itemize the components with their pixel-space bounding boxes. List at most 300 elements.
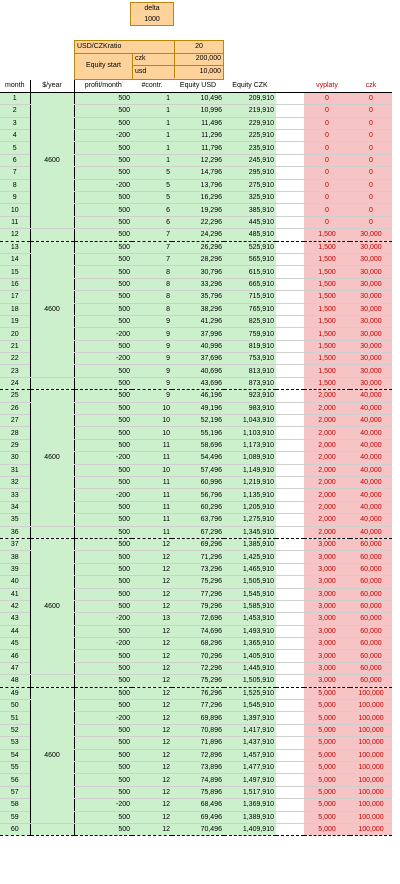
czk-payout-cell[interactable]: 100,000 (350, 737, 392, 749)
contracts-cell[interactable]: 6 (132, 216, 172, 228)
equity-czk-cell[interactable]: 1,493,910 (224, 625, 276, 637)
profit-cell[interactable]: 500 (74, 192, 132, 204)
month-cell[interactable]: 5 (0, 142, 30, 154)
equity-usd-cell[interactable]: 12,296 (172, 154, 224, 166)
equity-czk-cell[interactable]: 1,445,910 (224, 662, 276, 674)
equity-usd-cell[interactable]: 73,296 (172, 563, 224, 575)
contracts-cell[interactable]: 11 (132, 501, 172, 513)
contracts-cell[interactable]: 1 (132, 117, 172, 129)
month-cell[interactable]: 33 (0, 489, 30, 501)
month-cell[interactable]: 3 (0, 117, 30, 129)
month-cell[interactable]: 21 (0, 340, 30, 352)
czk-payout-cell[interactable]: 40,000 (350, 402, 392, 414)
contracts-cell[interactable]: 5 (132, 179, 172, 191)
month-cell[interactable]: 7 (0, 167, 30, 179)
czk-payout-cell[interactable]: 100,000 (350, 786, 392, 798)
year-amount-cell[interactable]: 4600 (30, 92, 74, 228)
profit-cell[interactable]: 500 (74, 278, 132, 290)
equity-czk-cell[interactable]: 1,389,910 (224, 811, 276, 823)
equity-czk-cell[interactable]: 385,910 (224, 204, 276, 216)
equity-czk-cell[interactable]: 1,453,910 (224, 613, 276, 625)
equity-usd-cell[interactable]: 16,296 (172, 192, 224, 204)
contracts-cell[interactable]: 7 (132, 241, 172, 253)
contracts-cell[interactable]: 12 (132, 675, 172, 687)
vyplaty-cell[interactable]: 1,500 (304, 253, 350, 265)
contracts-cell[interactable]: 12 (132, 687, 172, 699)
profit-cell[interactable]: 500 (74, 687, 132, 699)
contracts-cell[interactable]: 1 (132, 154, 172, 166)
contracts-cell[interactable]: 9 (132, 315, 172, 327)
month-cell[interactable]: 49 (0, 687, 30, 699)
year-amount-cell[interactable]: 4600 (30, 390, 74, 526)
czk-payout-cell[interactable]: 30,000 (350, 241, 392, 253)
czk-payout-cell[interactable]: 0 (350, 117, 392, 129)
vyplaty-cell[interactable]: 0 (304, 117, 350, 129)
month-cell[interactable]: 27 (0, 415, 30, 427)
vyplaty-cell[interactable]: 2,000 (304, 526, 350, 538)
equity-czk-cell[interactable]: 275,910 (224, 179, 276, 191)
equity-czk-cell[interactable]: 1,409,910 (224, 823, 276, 835)
contracts-cell[interactable]: 12 (132, 774, 172, 786)
profit-cell[interactable]: 500 (74, 823, 132, 835)
czk-payout-cell[interactable]: 60,000 (350, 576, 392, 588)
vyplaty-cell[interactable]: 5,000 (304, 823, 350, 835)
czk-payout-cell[interactable]: 40,000 (350, 439, 392, 451)
month-cell[interactable]: 15 (0, 266, 30, 278)
month-cell[interactable]: 22 (0, 353, 30, 365)
equity-czk-cell[interactable]: 1,457,910 (224, 749, 276, 761)
equity-czk-cell[interactable]: 1,103,910 (224, 427, 276, 439)
contracts-cell[interactable]: 8 (132, 266, 172, 278)
equity-czk-cell[interactable]: 1,149,910 (224, 464, 276, 476)
equity-usd-cell[interactable]: 43,696 (172, 377, 224, 389)
czk-payout-cell[interactable]: 100,000 (350, 700, 392, 712)
czk-payout-cell[interactable]: 40,000 (350, 489, 392, 501)
vyplaty-cell[interactable]: 1,500 (304, 278, 350, 290)
czk-payout-cell[interactable]: 30,000 (350, 328, 392, 340)
czk-payout-cell[interactable]: 40,000 (350, 390, 392, 402)
contracts-cell[interactable]: 9 (132, 328, 172, 340)
equity-usd-cell[interactable]: 30,796 (172, 266, 224, 278)
contracts-cell[interactable]: 12 (132, 724, 172, 736)
vyplaty-cell[interactable]: 0 (304, 179, 350, 191)
equity-usd-cell[interactable]: 52,196 (172, 415, 224, 427)
contracts-cell[interactable]: 12 (132, 700, 172, 712)
profit-cell[interactable]: 500 (74, 514, 132, 526)
vyplaty-cell[interactable]: 0 (304, 105, 350, 117)
contracts-cell[interactable]: 1 (132, 130, 172, 142)
czk-payout-cell[interactable]: 30,000 (350, 278, 392, 290)
equity-czk-cell[interactable]: 1,417,910 (224, 724, 276, 736)
profit-cell[interactable]: 500 (74, 92, 132, 104)
profit-cell[interactable]: -200 (74, 613, 132, 625)
contracts-cell[interactable]: 12 (132, 737, 172, 749)
equity-usd-cell[interactable]: 77,296 (172, 700, 224, 712)
equity-usd-cell[interactable]: 76,296 (172, 687, 224, 699)
profit-cell[interactable]: 500 (74, 588, 132, 600)
month-cell[interactable]: 34 (0, 501, 30, 513)
month-cell[interactable]: 26 (0, 402, 30, 414)
equity-usd-cell[interactable]: 74,696 (172, 625, 224, 637)
equity-usd-cell[interactable]: 46,196 (172, 390, 224, 402)
contracts-cell[interactable]: 12 (132, 638, 172, 650)
contracts-cell[interactable]: 9 (132, 340, 172, 352)
czk-payout-cell[interactable]: 40,000 (350, 477, 392, 489)
year-amount-cell[interactable] (30, 229, 74, 241)
year-amount-cell[interactable]: 4600 (30, 538, 74, 674)
profit-cell[interactable]: 500 (74, 427, 132, 439)
czk-payout-cell[interactable]: 30,000 (350, 365, 392, 377)
month-cell[interactable]: 40 (0, 576, 30, 588)
contracts-cell[interactable]: 12 (132, 625, 172, 637)
contracts-cell[interactable]: 11 (132, 477, 172, 489)
czk-payout-cell[interactable]: 60,000 (350, 588, 392, 600)
contracts-cell[interactable]: 9 (132, 390, 172, 402)
month-cell[interactable]: 2 (0, 105, 30, 117)
equity-usd-cell[interactable]: 33,296 (172, 278, 224, 290)
czk-payout-cell[interactable]: 0 (350, 142, 392, 154)
vyplaty-cell[interactable]: 3,000 (304, 638, 350, 650)
vyplaty-cell[interactable]: 5,000 (304, 749, 350, 761)
czk-payout-cell[interactable]: 100,000 (350, 687, 392, 699)
equity-usd-cell[interactable]: 77,296 (172, 588, 224, 600)
equity-czk-cell[interactable]: 753,910 (224, 353, 276, 365)
equity-czk-cell[interactable]: 923,910 (224, 390, 276, 402)
vyplaty-cell[interactable]: 1,500 (304, 266, 350, 278)
equity-czk-cell[interactable]: 1,545,910 (224, 700, 276, 712)
contracts-cell[interactable]: 10 (132, 415, 172, 427)
czk-payout-cell[interactable]: 30,000 (350, 291, 392, 303)
equity-czk-cell[interactable]: 225,910 (224, 130, 276, 142)
contracts-cell[interactable]: 12 (132, 712, 172, 724)
contracts-cell[interactable]: 11 (132, 452, 172, 464)
vyplaty-cell[interactable]: 3,000 (304, 576, 350, 588)
profit-cell[interactable]: 500 (74, 538, 132, 550)
vyplaty-cell[interactable]: 2,000 (304, 390, 350, 402)
year-amount-cell[interactable] (30, 526, 74, 538)
vyplaty-cell[interactable]: 0 (304, 204, 350, 216)
contracts-cell[interactable]: 10 (132, 402, 172, 414)
vyplaty-cell[interactable]: 2,000 (304, 477, 350, 489)
czk-payout-cell[interactable]: 60,000 (350, 650, 392, 662)
month-cell[interactable]: 56 (0, 774, 30, 786)
profit-cell[interactable]: -200 (74, 353, 132, 365)
equity-czk-cell[interactable]: 325,910 (224, 192, 276, 204)
czk-payout-cell[interactable]: 30,000 (350, 353, 392, 365)
equity-czk-cell[interactable]: 1,545,910 (224, 588, 276, 600)
equity-czk-cell[interactable]: 1,525,910 (224, 687, 276, 699)
equity-usd-cell[interactable]: 75,296 (172, 675, 224, 687)
czk-payout-cell[interactable]: 30,000 (350, 253, 392, 265)
year-amount-cell[interactable]: 4600 (30, 241, 74, 377)
vyplaty-cell[interactable]: 5,000 (304, 811, 350, 823)
contracts-cell[interactable]: 12 (132, 823, 172, 835)
czk-payout-cell[interactable]: 0 (350, 154, 392, 166)
month-cell[interactable]: 44 (0, 625, 30, 637)
equity-usd-cell[interactable]: 35,796 (172, 291, 224, 303)
profit-cell[interactable]: 500 (74, 229, 132, 241)
equity-czk-cell[interactable]: 1,345,910 (224, 526, 276, 538)
usd-value[interactable]: 10,000 (199, 68, 221, 75)
equity-usd-cell[interactable]: 69,496 (172, 811, 224, 823)
equity-czk-cell[interactable]: 983,910 (224, 402, 276, 414)
equity-usd-cell[interactable]: 22,296 (172, 216, 224, 228)
equity-usd-cell[interactable]: 11,796 (172, 142, 224, 154)
month-cell[interactable]: 46 (0, 650, 30, 662)
equity-usd-cell[interactable]: 14,796 (172, 167, 224, 179)
vyplaty-cell[interactable]: 2,000 (304, 427, 350, 439)
equity-usd-cell[interactable]: 60,296 (172, 501, 224, 513)
equity-usd-cell[interactable]: 72,696 (172, 613, 224, 625)
month-cell[interactable]: 35 (0, 514, 30, 526)
vyplaty-cell[interactable]: 5,000 (304, 737, 350, 749)
profit-cell[interactable]: 500 (74, 526, 132, 538)
equity-usd-cell[interactable]: 69,296 (172, 538, 224, 550)
contracts-cell[interactable]: 1 (132, 105, 172, 117)
czk-payout-cell[interactable]: 0 (350, 179, 392, 191)
equity-usd-cell[interactable]: 54,496 (172, 452, 224, 464)
profit-cell[interactable]: 500 (74, 340, 132, 352)
czk-payout-cell[interactable]: 30,000 (350, 377, 392, 389)
equity-usd-cell[interactable]: 40,996 (172, 340, 224, 352)
month-cell[interactable]: 1 (0, 92, 30, 104)
vyplaty-cell[interactable]: 2,000 (304, 452, 350, 464)
profit-cell[interactable]: 500 (74, 167, 132, 179)
equity-czk-cell[interactable]: 245,910 (224, 154, 276, 166)
month-cell[interactable]: 6 (0, 154, 30, 166)
month-cell[interactable]: 55 (0, 761, 30, 773)
profit-cell[interactable]: -200 (74, 712, 132, 724)
equity-czk-cell[interactable]: 209,910 (224, 92, 276, 104)
contracts-cell[interactable]: 9 (132, 365, 172, 377)
equity-usd-cell[interactable]: 75,296 (172, 576, 224, 588)
vyplaty-cell[interactable]: 1,500 (304, 340, 350, 352)
profit-cell[interactable]: 500 (74, 241, 132, 253)
month-cell[interactable]: 42 (0, 600, 30, 612)
vyplaty-cell[interactable]: 0 (304, 167, 350, 179)
contracts-cell[interactable]: 12 (132, 761, 172, 773)
vyplaty-cell[interactable]: 2,000 (304, 464, 350, 476)
vyplaty-cell[interactable]: 2,000 (304, 501, 350, 513)
profit-cell[interactable]: 500 (74, 786, 132, 798)
equity-czk-cell[interactable]: 1,505,910 (224, 675, 276, 687)
equity-usd-cell[interactable]: 10,996 (172, 105, 224, 117)
profit-cell[interactable]: 500 (74, 402, 132, 414)
equity-usd-cell[interactable]: 40,696 (172, 365, 224, 377)
czk-payout-cell[interactable]: 30,000 (350, 340, 392, 352)
equity-czk-cell[interactable]: 615,910 (224, 266, 276, 278)
equity-czk-cell[interactable]: 295,910 (224, 167, 276, 179)
equity-czk-cell[interactable]: 1,477,910 (224, 761, 276, 773)
profit-cell[interactable]: 500 (74, 761, 132, 773)
vyplaty-cell[interactable]: 5,000 (304, 774, 350, 786)
equity-czk-cell[interactable]: 1,205,910 (224, 501, 276, 513)
equity-czk-cell[interactable]: 1,437,910 (224, 737, 276, 749)
equity-usd-cell[interactable]: 24,296 (172, 229, 224, 241)
equity-czk-cell[interactable]: 445,910 (224, 216, 276, 228)
vyplaty-cell[interactable]: 5,000 (304, 712, 350, 724)
equity-czk-cell[interactable]: 1,497,910 (224, 774, 276, 786)
equity-usd-cell[interactable]: 41,296 (172, 315, 224, 327)
vyplaty-cell[interactable]: 3,000 (304, 675, 350, 687)
vyplaty-cell[interactable]: 5,000 (304, 761, 350, 773)
czk-payout-cell[interactable]: 100,000 (350, 799, 392, 811)
equity-czk-cell[interactable]: 235,910 (224, 142, 276, 154)
equity-czk-cell[interactable]: 1,465,910 (224, 563, 276, 575)
profit-cell[interactable]: 500 (74, 749, 132, 761)
equity-usd-cell[interactable]: 63,796 (172, 514, 224, 526)
equity-usd-cell[interactable]: 11,496 (172, 117, 224, 129)
vyplaty-cell[interactable]: 1,500 (304, 303, 350, 315)
vyplaty-cell[interactable]: 2,000 (304, 415, 350, 427)
equity-czk-cell[interactable]: 813,910 (224, 365, 276, 377)
month-cell[interactable]: 58 (0, 799, 30, 811)
vyplaty-cell[interactable]: 0 (304, 142, 350, 154)
equity-czk-cell[interactable]: 1,173,910 (224, 439, 276, 451)
month-cell[interactable]: 47 (0, 662, 30, 674)
vyplaty-cell[interactable]: 1,500 (304, 241, 350, 253)
equity-usd-cell[interactable]: 60,996 (172, 477, 224, 489)
month-cell[interactable]: 16 (0, 278, 30, 290)
equity-usd-cell[interactable]: 71,896 (172, 737, 224, 749)
month-cell[interactable]: 31 (0, 464, 30, 476)
vyplaty-cell[interactable]: 3,000 (304, 538, 350, 550)
vyplaty-cell[interactable]: 1,500 (304, 315, 350, 327)
vyplaty-cell[interactable]: 3,000 (304, 662, 350, 674)
czk-payout-cell[interactable]: 60,000 (350, 538, 392, 550)
profit-cell[interactable]: -200 (74, 638, 132, 650)
equity-usd-cell[interactable]: 70,296 (172, 650, 224, 662)
profit-cell[interactable]: 500 (74, 253, 132, 265)
equity-usd-cell[interactable]: 38,296 (172, 303, 224, 315)
month-cell[interactable]: 60 (0, 823, 30, 835)
czk-payout-cell[interactable]: 0 (350, 192, 392, 204)
czk-payout-cell[interactable]: 40,000 (350, 526, 392, 538)
equity-czk-cell[interactable]: 1,505,910 (224, 576, 276, 588)
czk-payout-cell[interactable]: 40,000 (350, 514, 392, 526)
czk-payout-cell[interactable]: 60,000 (350, 662, 392, 674)
czk-payout-cell[interactable]: 100,000 (350, 749, 392, 761)
equity-czk-cell[interactable]: 525,910 (224, 241, 276, 253)
month-cell[interactable]: 39 (0, 563, 30, 575)
profit-cell[interactable]: -200 (74, 130, 132, 142)
equity-usd-cell[interactable]: 73,896 (172, 761, 224, 773)
equity-usd-cell[interactable]: 37,996 (172, 328, 224, 340)
equity-czk-cell[interactable]: 1,385,910 (224, 538, 276, 550)
contracts-cell[interactable]: 12 (132, 811, 172, 823)
czk-payout-cell[interactable]: 40,000 (350, 501, 392, 513)
contracts-cell[interactable]: 12 (132, 551, 172, 563)
vyplaty-cell[interactable]: 1,500 (304, 229, 350, 241)
year-amount-cell[interactable] (30, 823, 74, 835)
contracts-cell[interactable]: 5 (132, 192, 172, 204)
equity-usd-cell[interactable]: 72,296 (172, 662, 224, 674)
czk-payout-cell[interactable]: 60,000 (350, 638, 392, 650)
contracts-cell[interactable]: 8 (132, 291, 172, 303)
equity-usd-cell[interactable]: 68,496 (172, 799, 224, 811)
vyplaty-cell[interactable]: 3,000 (304, 613, 350, 625)
equity-czk-cell[interactable]: 825,910 (224, 315, 276, 327)
month-cell[interactable]: 23 (0, 365, 30, 377)
czk-payout-cell[interactable]: 0 (350, 167, 392, 179)
contracts-cell[interactable]: 9 (132, 353, 172, 365)
equity-czk-cell[interactable]: 1,365,910 (224, 638, 276, 650)
month-cell[interactable]: 17 (0, 291, 30, 303)
equity-czk-cell[interactable]: 1,135,910 (224, 489, 276, 501)
contracts-cell[interactable]: 11 (132, 526, 172, 538)
vyplaty-cell[interactable]: 0 (304, 154, 350, 166)
year-amount-cell[interactable] (30, 377, 74, 389)
czk-payout-cell[interactable]: 0 (350, 92, 392, 104)
vyplaty-cell[interactable]: 5,000 (304, 687, 350, 699)
profit-cell[interactable]: 500 (74, 724, 132, 736)
equity-usd-cell[interactable]: 55,196 (172, 427, 224, 439)
profit-cell[interactable]: -200 (74, 179, 132, 191)
vyplaty-cell[interactable]: 5,000 (304, 799, 350, 811)
vyplaty-cell[interactable]: 1,500 (304, 365, 350, 377)
czk-payout-cell[interactable]: 30,000 (350, 303, 392, 315)
profit-cell[interactable]: 500 (74, 303, 132, 315)
vyplaty-cell[interactable]: 2,000 (304, 402, 350, 414)
month-cell[interactable]: 59 (0, 811, 30, 823)
ratio-value[interactable]: 20 (175, 41, 223, 54)
czk-payout-cell[interactable]: 30,000 (350, 266, 392, 278)
profit-cell[interactable]: -200 (74, 489, 132, 501)
vyplaty-cell[interactable]: 5,000 (304, 786, 350, 798)
vyplaty-cell[interactable]: 1,500 (304, 291, 350, 303)
month-cell[interactable]: 19 (0, 315, 30, 327)
equity-czk-cell[interactable]: 1,369,910 (224, 799, 276, 811)
month-cell[interactable]: 30 (0, 452, 30, 464)
month-cell[interactable]: 12 (0, 229, 30, 241)
contracts-cell[interactable]: 12 (132, 650, 172, 662)
equity-usd-cell[interactable]: 56,796 (172, 489, 224, 501)
equity-usd-cell[interactable]: 74,896 (172, 774, 224, 786)
profit-cell[interactable]: 500 (74, 477, 132, 489)
contracts-cell[interactable]: 10 (132, 464, 172, 476)
vyplaty-cell[interactable]: 5,000 (304, 724, 350, 736)
profit-cell[interactable]: 500 (74, 216, 132, 228)
month-cell[interactable]: 45 (0, 638, 30, 650)
vyplaty-cell[interactable]: 3,000 (304, 588, 350, 600)
profit-cell[interactable]: 500 (74, 377, 132, 389)
profit-cell[interactable]: 500 (74, 563, 132, 575)
profit-cell[interactable]: 500 (74, 625, 132, 637)
month-cell[interactable]: 48 (0, 675, 30, 687)
equity-usd-cell[interactable]: 57,496 (172, 464, 224, 476)
vyplaty-cell[interactable]: 3,000 (304, 563, 350, 575)
equity-usd-cell[interactable]: 71,296 (172, 551, 224, 563)
czk-payout-cell[interactable]: 60,000 (350, 563, 392, 575)
equity-czk-cell[interactable]: 1,275,910 (224, 514, 276, 526)
profit-cell[interactable]: 500 (74, 576, 132, 588)
equity-czk-cell[interactable]: 1,043,910 (224, 415, 276, 427)
month-cell[interactable]: 9 (0, 192, 30, 204)
contracts-cell[interactable]: 12 (132, 799, 172, 811)
czk-payout-cell[interactable]: 40,000 (350, 415, 392, 427)
profit-cell[interactable]: 500 (74, 105, 132, 117)
equity-usd-cell[interactable]: 10,496 (172, 92, 224, 104)
delta-value[interactable]: 1000 (144, 16, 160, 23)
equity-czk-cell[interactable]: 1,219,910 (224, 477, 276, 489)
equity-usd-cell[interactable]: 69,896 (172, 712, 224, 724)
contracts-cell[interactable]: 9 (132, 377, 172, 389)
vyplaty-cell[interactable]: 1,500 (304, 377, 350, 389)
equity-usd-cell[interactable]: 70,896 (172, 724, 224, 736)
contracts-cell[interactable]: 7 (132, 253, 172, 265)
month-cell[interactable]: 43 (0, 613, 30, 625)
contracts-cell[interactable]: 11 (132, 489, 172, 501)
